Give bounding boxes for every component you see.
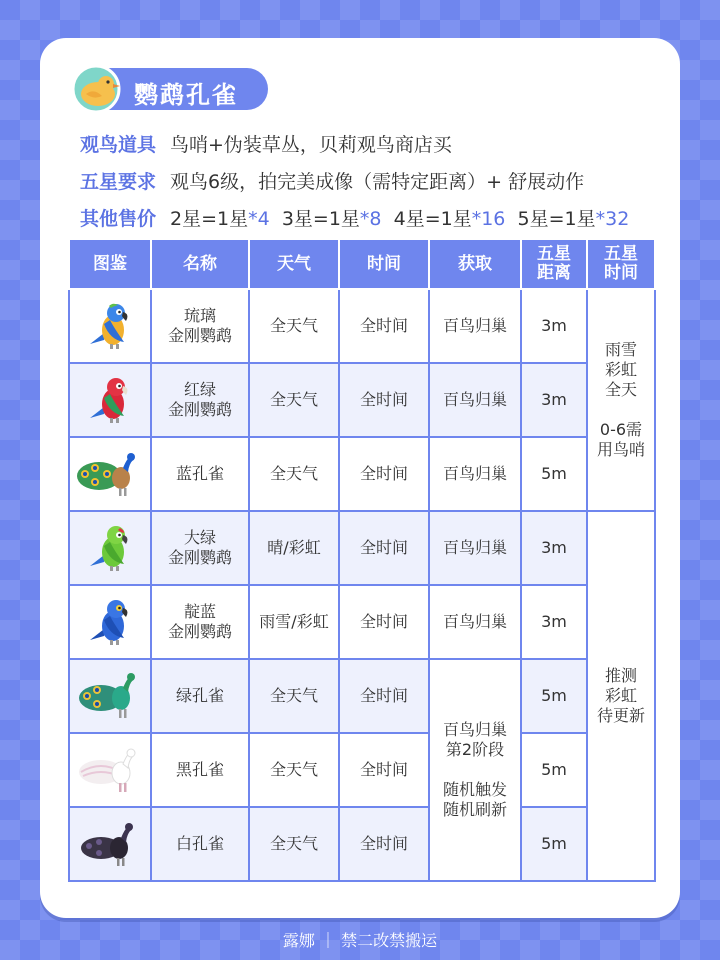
bird-weather: 晴/彩虹	[249, 511, 339, 585]
bird-distance: 5m	[521, 659, 587, 733]
table-row	[69, 807, 655, 881]
bird-time: 全时间	[339, 807, 429, 881]
price-row	[80, 204, 629, 231]
bird-time: 全时间	[339, 659, 429, 733]
bird-image-cell	[69, 437, 151, 511]
bird-source: 百鸟归巢	[429, 511, 521, 585]
bird-distance: 3m	[521, 363, 587, 437]
table-row	[69, 437, 655, 511]
bird-name: 绿孔雀	[151, 659, 249, 733]
table-row	[69, 585, 655, 659]
bird-image-cell	[69, 807, 151, 881]
bird-weather: 全天气	[249, 289, 339, 363]
bird-distance: 5m	[521, 733, 587, 807]
blue-gold-macaw-icon	[80, 296, 140, 356]
bird-name: 红绿 金刚鹦鹉	[151, 363, 249, 437]
bird-name: 蓝孔雀	[151, 437, 249, 511]
bird-distance: 3m	[521, 585, 587, 659]
fivestar-row	[80, 167, 584, 194]
bird-distance: 3m	[521, 289, 587, 363]
bird-name: 白孔雀	[151, 807, 249, 881]
bird-name: 靛蓝 金刚鹦鹉	[151, 585, 249, 659]
bird-distance: 3m	[521, 511, 587, 585]
fivestar-value: 观鸟6级，拍完美成像（需特定距离）+ 舒展动作	[170, 171, 585, 193]
bird-image-cell	[69, 733, 151, 807]
bird-image-cell	[69, 659, 151, 733]
bird-source: 百鸟归巢	[429, 585, 521, 659]
bird-weather: 全天气	[249, 659, 339, 733]
price-label: 其他售价	[80, 208, 157, 230]
bird-source: 百鸟归巢	[429, 437, 521, 511]
five-star-time-group-b: 推测 彩虹 待更新	[587, 511, 655, 881]
price-item: 4星=1星*16	[393, 208, 506, 230]
table-row	[69, 363, 655, 437]
bird-name: 琉璃 金刚鹦鹉	[151, 289, 249, 363]
bird-time: 全时间	[339, 363, 429, 437]
bird-weather: 全天气	[249, 733, 339, 807]
bird-image-cell	[69, 511, 151, 585]
bird-weather: 全天气	[249, 363, 339, 437]
white-peacock-icon	[75, 740, 145, 800]
green-peacock-icon	[75, 666, 145, 726]
bird-weather: 全天气	[249, 437, 339, 511]
bird-image-cell	[69, 585, 151, 659]
bird-source: 百鸟归巢	[429, 363, 521, 437]
bird-logo-icon	[70, 64, 124, 114]
price-item: 5星=1星*32	[517, 208, 630, 230]
col-five-star-time: 五星 时间	[587, 239, 655, 289]
fivestar-label: 五星要求	[80, 171, 157, 193]
bird-name: 大绿 金刚鹦鹉	[151, 511, 249, 585]
col-distance: 五星 距离	[521, 239, 587, 289]
source-group: 百鸟归巢 第2阶段 随机触发 随机刷新	[429, 659, 521, 881]
bird-time: 全时间	[339, 289, 429, 363]
bird-time: 全时间	[339, 511, 429, 585]
bird-time: 全时间	[339, 437, 429, 511]
bird-weather: 雨雪/彩虹	[249, 585, 339, 659]
col-weather: 天气	[249, 239, 339, 289]
tool-value: 鸟哨+伪装草丛，贝莉观鸟商店买	[170, 134, 452, 156]
col-pic: 图鉴	[69, 239, 151, 289]
five-star-time-group-a: 雨雪 彩虹 全天 0-6需 用鸟哨	[587, 289, 655, 511]
bird-image-cell	[69, 363, 151, 437]
tool-label: 观鸟道具	[80, 134, 157, 156]
col-name: 名称	[151, 239, 249, 289]
bird-time: 全时间	[339, 585, 429, 659]
col-time: 时间	[339, 239, 429, 289]
great-green-macaw-icon	[80, 518, 140, 578]
blue-peacock-icon	[75, 444, 145, 504]
price-item: 3星=1星*8	[281, 208, 382, 230]
table-row	[69, 659, 655, 733]
black-peacock-icon	[75, 814, 145, 874]
bird-time: 全时间	[339, 733, 429, 807]
table-header-row	[69, 239, 655, 289]
bird-weather: 全天气	[249, 807, 339, 881]
hyacinth-macaw-icon	[80, 592, 140, 652]
bird-image-cell	[69, 289, 151, 363]
tool-row	[80, 130, 452, 157]
price-item: 2星=1星*4	[170, 208, 270, 230]
footer-credit: 露娜 ｜ 禁二改禁搬运	[282, 931, 438, 950]
page-title: 鹦鹉孔雀	[134, 81, 238, 109]
bird-table	[68, 238, 656, 882]
bird-source: 百鸟归巢	[429, 289, 521, 363]
bird-distance: 5m	[521, 807, 587, 881]
table-row	[69, 511, 655, 585]
bird-distance: 5m	[521, 437, 587, 511]
red-green-macaw-icon	[80, 370, 140, 430]
table-row	[69, 289, 655, 363]
col-source: 获取	[429, 239, 521, 289]
table-row	[69, 733, 655, 807]
bird-name: 黑孔雀	[151, 733, 249, 807]
